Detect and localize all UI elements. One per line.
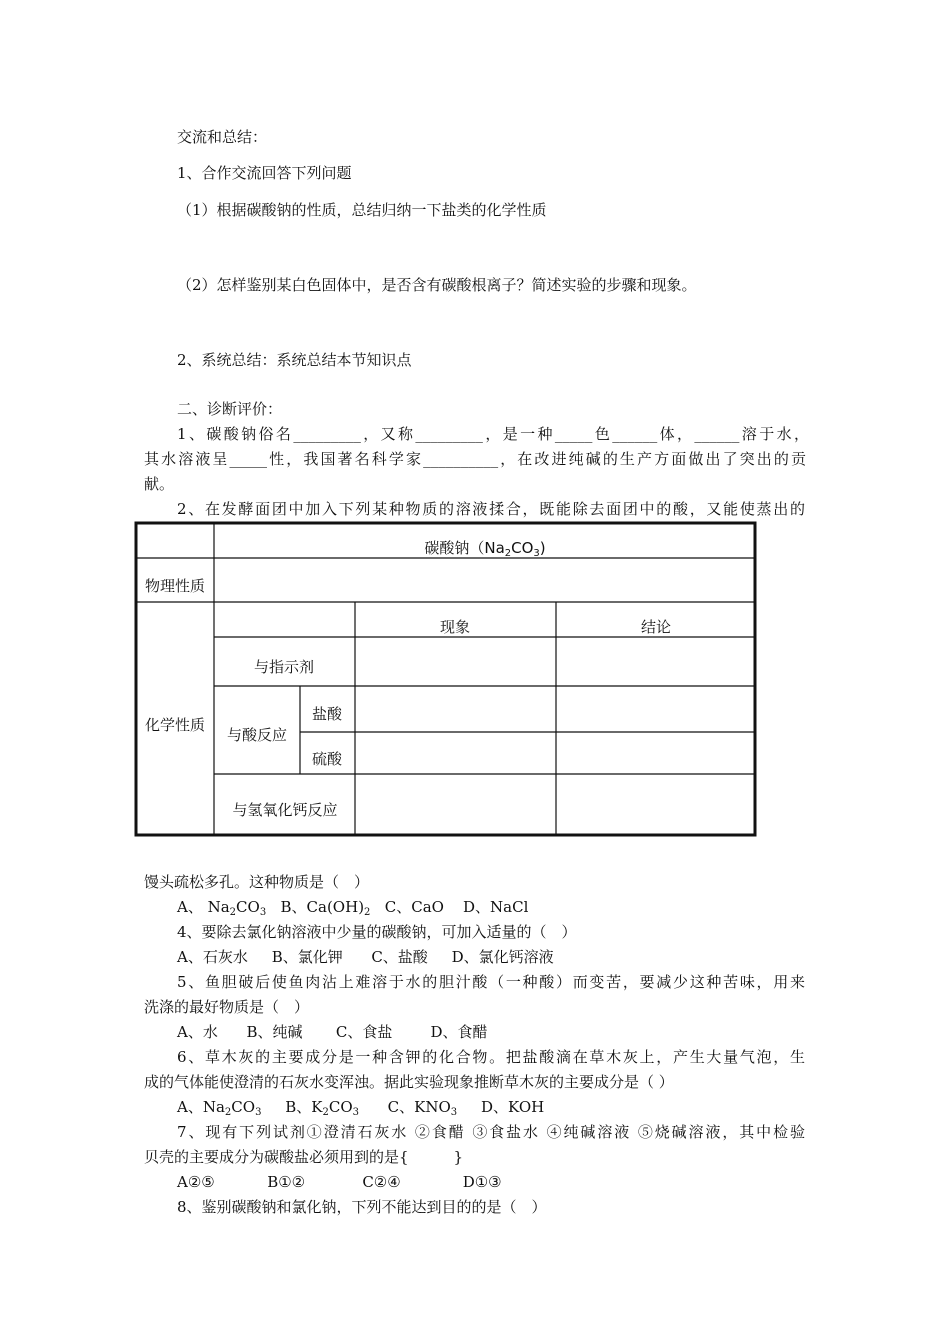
q4-option-c[interactable]: C、盐酸 xyxy=(371,948,428,966)
question2-line2: 馒头疏松多孔。这种物质是（ ） xyxy=(144,873,370,891)
q4-option-d[interactable]: D、氯化钙溶液 xyxy=(451,948,554,966)
q4-option-b[interactable]: B、氯化钾 xyxy=(271,948,343,966)
question7-options xyxy=(177,1172,502,1192)
question2-line1: 2、在发酵面团中加入下列某种物质的溶液揉合，既能除去面团中的酸，又能使蒸出的 xyxy=(177,500,805,518)
question2-options xyxy=(177,897,528,917)
question1-line3: 献。 xyxy=(144,475,175,493)
question4: 4、要除去氯化钠溶液中少量的碳酸钠，可加入适量的（ ） xyxy=(177,923,577,941)
section1-question1: （1）根据碳酸钠的性质，总结归纳一下盐类的化学性质 xyxy=(177,201,547,219)
q2-option-d[interactable]: D、NaCl xyxy=(463,898,529,916)
q7-option-d[interactable]: D①③ xyxy=(462,1173,502,1191)
q5-option-b[interactable]: B、纯碱 xyxy=(246,1023,303,1041)
sulfuric-acid-label: 硫酸 xyxy=(311,750,343,768)
section1-item1: 1、合作交流回答下列问题 xyxy=(177,164,352,182)
q6-option-d[interactable]: D、KOH xyxy=(480,1098,545,1116)
question6-line2: 成的气体能使澄清的石灰水变浑浊。据此实验现象推断草木灰的主要成分是（ ） xyxy=(144,1073,674,1091)
q5-option-a[interactable]: A、水 xyxy=(177,1023,218,1041)
question1-line1: 1、碳酸钠俗名_________，又称_________，是一种_____色______体，______溶于水， xyxy=(177,425,809,443)
question6-options xyxy=(177,1097,544,1117)
question5-line2: 洗涤的最好物质是（ ） xyxy=(144,998,310,1016)
question7-line2: 贝壳的主要成分为碳酸盐必须用到的是{ } xyxy=(144,1148,464,1166)
chemical-properties-label: 化学性质 xyxy=(144,716,206,734)
q6-option-b[interactable]: B、$K_2CO_3$ xyxy=(285,1098,360,1118)
section2-heading: 二、诊断评价： xyxy=(177,400,283,418)
q7-option-c[interactable]: C②④ xyxy=(362,1173,401,1191)
section1-heading: 交流和总结： xyxy=(177,128,268,146)
question5-options xyxy=(177,1022,488,1042)
q4-option-a[interactable]: A、石灰水 xyxy=(177,948,248,966)
q6-option-a[interactable]: A、$Na_2CO_3$ xyxy=(177,1098,262,1118)
q7-option-b[interactable]: B①② xyxy=(267,1173,306,1191)
conclusion-header: 结论 xyxy=(640,618,672,636)
q7-option-a[interactable]: A②⑤ xyxy=(177,1173,215,1191)
q6-option-c[interactable]: C、$KNO_3$ xyxy=(387,1098,458,1118)
section1-item2: 2、系统总结：系统总结本节知识点 xyxy=(177,351,412,369)
section1-question2: （2）怎样鉴别某白色固体中，是否含有碳酸根离子？简述实验的步骤和现象。 xyxy=(177,276,697,294)
q5-option-c[interactable]: C、食盐 xyxy=(335,1023,393,1041)
question8: 8、鉴别碳酸钠和氯化钠，下列不能达到目的的是（ ） xyxy=(177,1198,547,1216)
indicator-row-label: 与指示剂 xyxy=(253,658,315,676)
table-title: 碳酸钠$(Na_2CO_3)$ xyxy=(424,539,546,559)
question1-line2: 其水溶液呈_____性，我国著名科学家__________，在改进纯碱的生产方面做出了突出的贡 xyxy=(144,450,806,468)
physical-properties-label: 物理性质 xyxy=(144,577,206,595)
phenomenon-header: 现象 xyxy=(439,618,471,636)
table-border xyxy=(136,523,755,835)
question7-line1: 7、现有下列试剂①澄清石灰水 ②食醋 ③食盐水 ④纯碱溶液 ⑤烧碱溶液，其中检验 xyxy=(177,1123,805,1141)
question6-line1: 6、草木灰的主要成分是一种含钾的化合物。把盐酸滴在草木灰上，产生大量气泡，生 xyxy=(177,1048,805,1066)
q2-option-b[interactable]: B、$Ca(OH)_2$ xyxy=(280,898,371,918)
calcium-hydroxide-row-label: 与氢氧化钙反应 xyxy=(232,801,338,819)
hydrochloric-acid-label: 盐酸 xyxy=(311,705,343,723)
q2-option-a[interactable]: A、 $Na_2CO_3$ xyxy=(177,898,267,918)
question4-options xyxy=(177,947,554,967)
acid-reaction-label: 与酸反应 xyxy=(226,726,288,744)
q5-option-d[interactable]: D、食醋 xyxy=(430,1023,488,1041)
q2-option-c[interactable]: C、CaO xyxy=(384,898,444,916)
question5-line1: 5、鱼胆破后使鱼肉沾上难溶于水的胆汁酸（一种酸）而变苦，要减少这种苦味，用来 xyxy=(177,973,805,991)
